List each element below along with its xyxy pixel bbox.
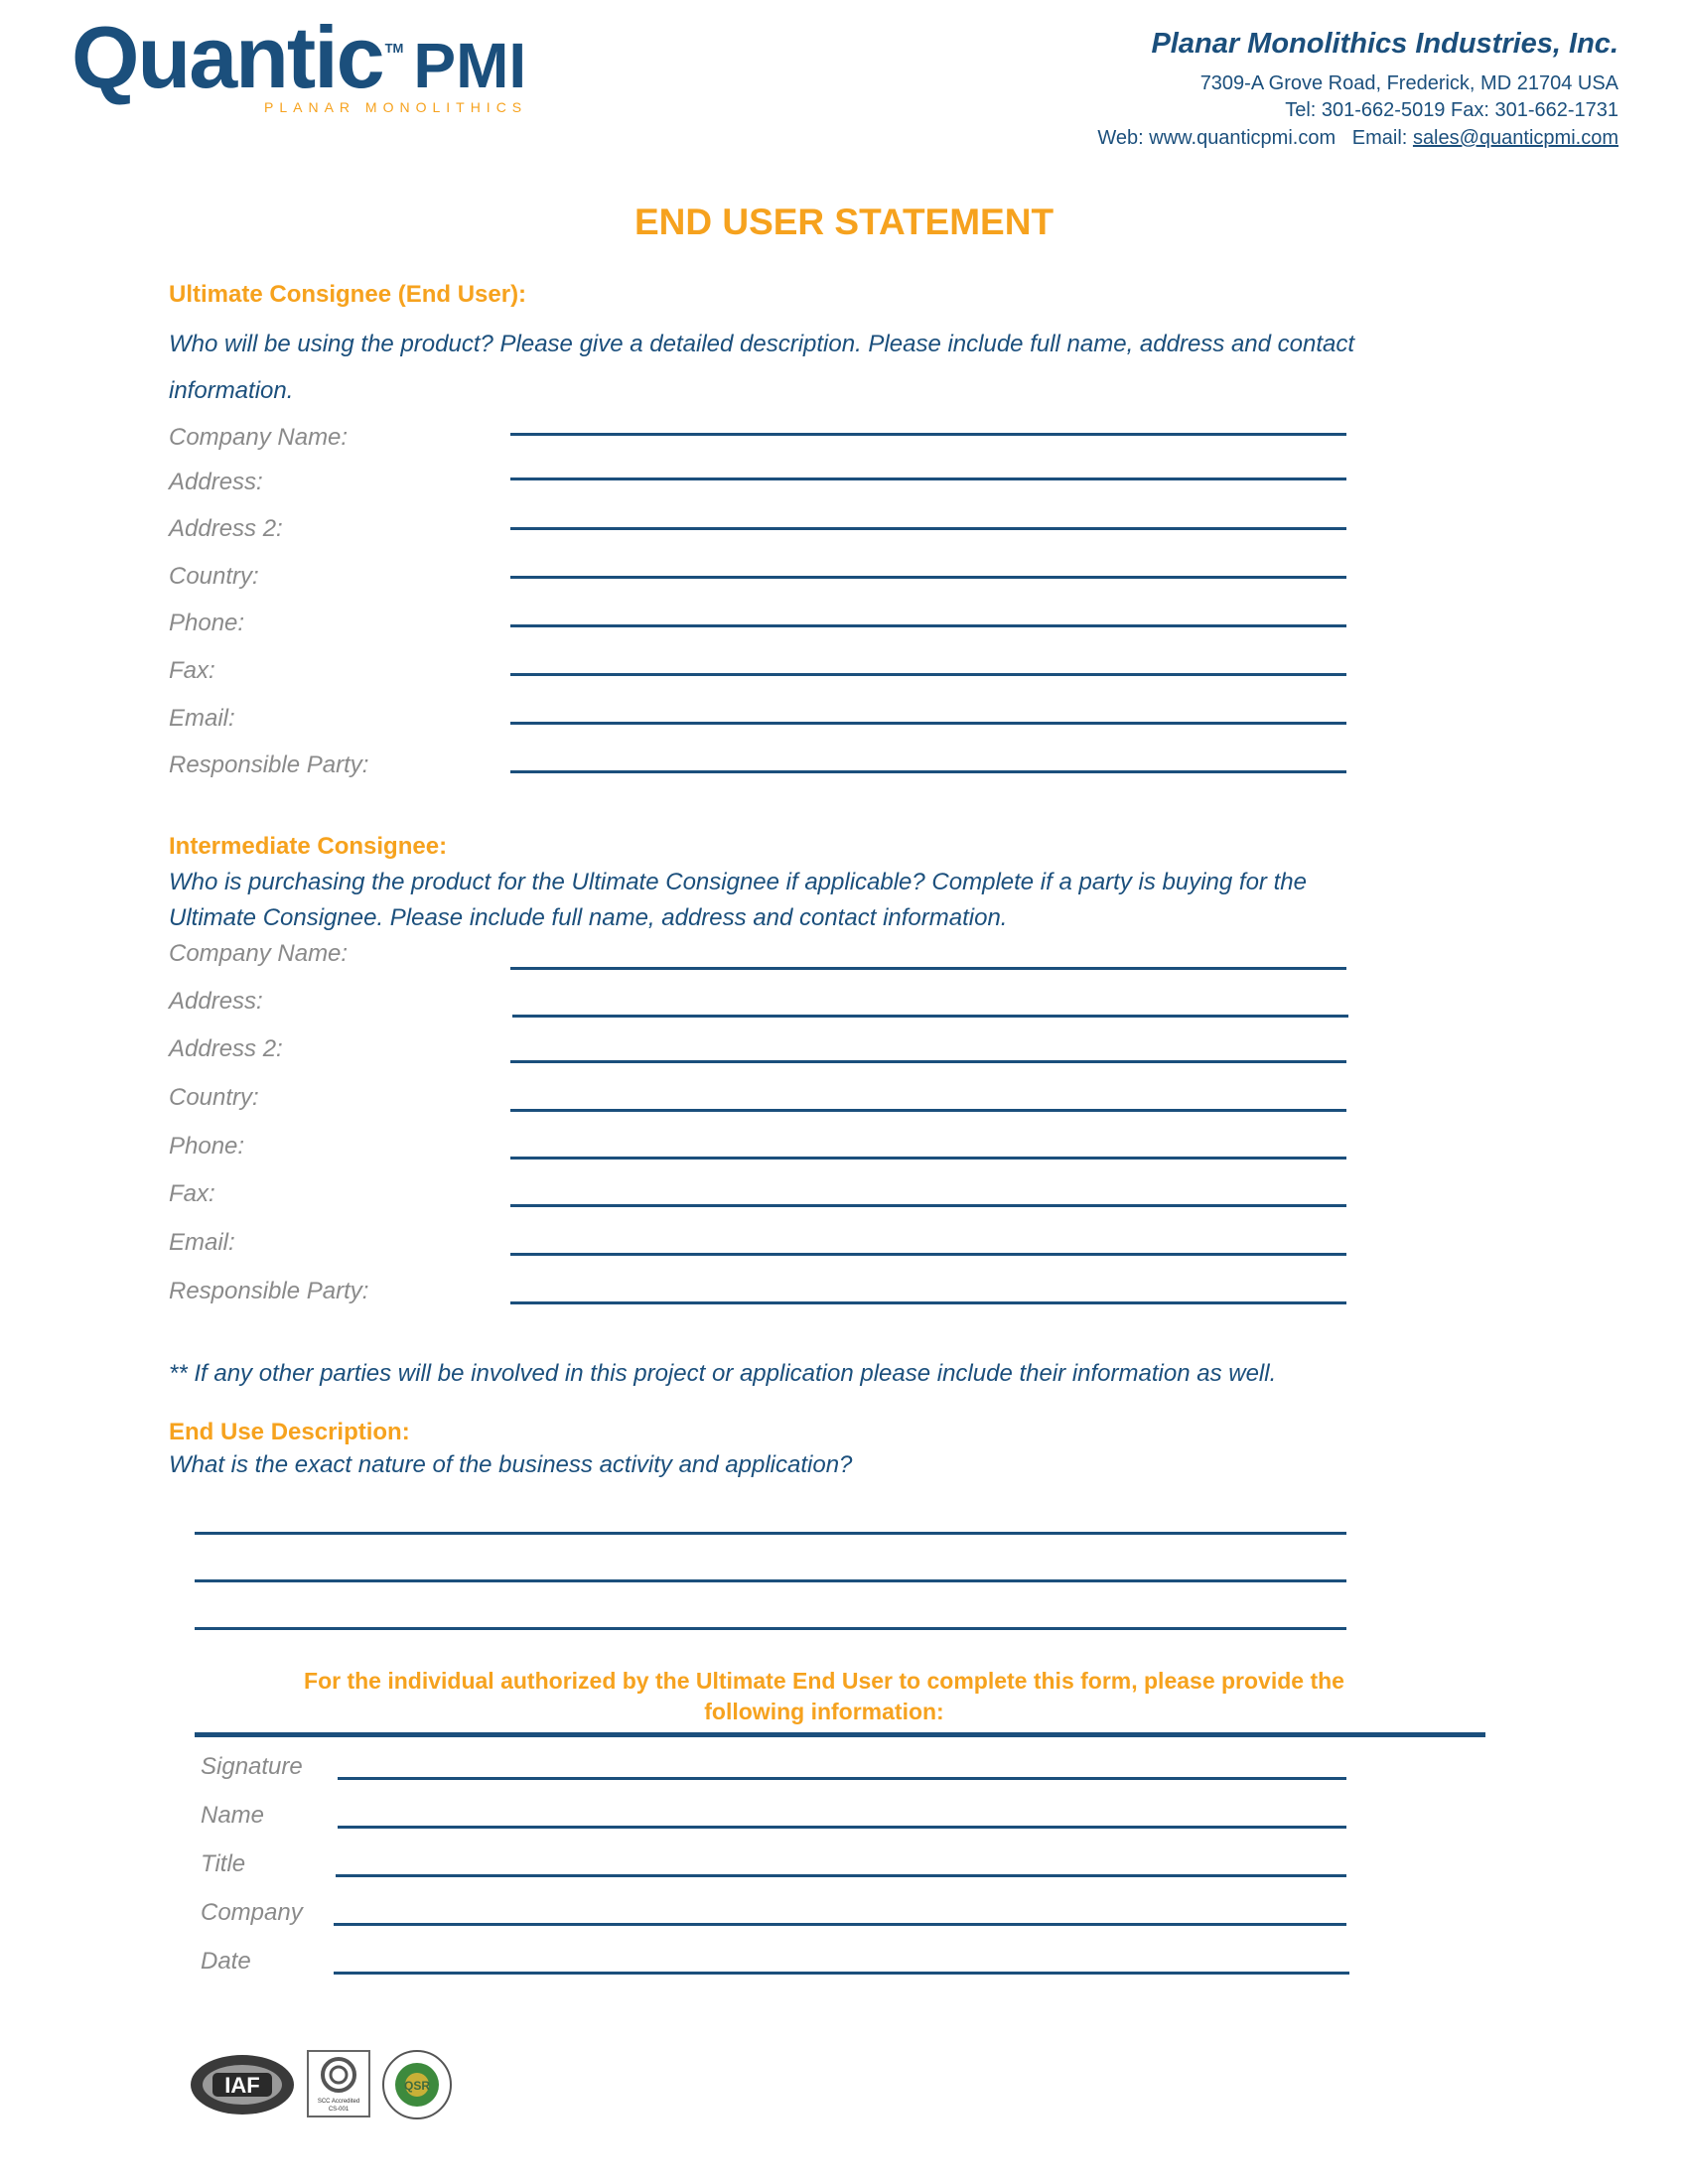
authorization-note [189, 1666, 1460, 1727]
ultimate-address-field[interactable] [510, 478, 1346, 480]
end-use-answer-line-1[interactable] [195, 1532, 1346, 1535]
intermediate-phone-label: Phone: [169, 1133, 245, 1160]
ultimate-address-label: Address: [169, 469, 263, 495]
company-address: 7309-A Grove Road, Frederick, MD 21704 USA [1199, 72, 1618, 94]
company-field[interactable] [334, 1923, 1346, 1926]
ultimate-country-field[interactable] [510, 576, 1346, 579]
ultimate-consignee-heading: Ultimate Consignee (End User): [169, 281, 527, 308]
company-phone-fax: Tel: 301-662-5019 Fax: 301-662-1731 [1285, 99, 1618, 121]
intermediate-desc-line2: Ultimate Consignee. Please include full name, address and contact information. [169, 904, 1008, 931]
title-field[interactable] [336, 1874, 1346, 1877]
intermediate-fax-label: Fax: [169, 1180, 215, 1207]
ultimate-fax-field[interactable] [510, 673, 1346, 676]
ultimate-email-label: Email: [169, 705, 235, 732]
intermediate-address2-label: Address 2: [169, 1035, 283, 1062]
ultimate-responsible-party-field[interactable] [510, 770, 1346, 773]
company-web-email [1097, 127, 1618, 150]
scc-badge-text: SCC Accredited [317, 2099, 360, 2105]
intermediate-address-field[interactable] [512, 1015, 1348, 1018]
intermediate-fax-field[interactable] [510, 1204, 1346, 1207]
company-web: Web: www.quanticpmi.com [1097, 127, 1336, 149]
logo-subtitle: PLANAR MONOLITHICS [264, 99, 528, 115]
intermediate-address2-field[interactable] [510, 1060, 1346, 1063]
ultimate-fax-label: Fax: [169, 657, 215, 684]
date-label: Date [201, 1948, 251, 1975]
ultimate-desc-line1: Who will be using the product? Please give a detailed description. Please include full name, address and contact [169, 331, 1355, 357]
intermediate-country-field[interactable] [510, 1109, 1346, 1112]
iaf-badge-text: IAF [224, 2073, 260, 2098]
ultimate-company-name-label: Company Name: [169, 424, 349, 451]
logo-text: Quantic [71, 8, 383, 106]
iaf-badge-icon [189, 2053, 296, 2116]
signature-label: Signature [201, 1753, 303, 1780]
ultimate-phone-field[interactable] [510, 624, 1346, 627]
signature-field[interactable] [338, 1777, 1346, 1780]
email-label: Email: [1351, 127, 1408, 149]
qsr-badge-icon [381, 2049, 453, 2120]
ultimate-desc-line2: information. [169, 377, 294, 404]
authorization-divider [195, 1732, 1485, 1737]
other-parties-note: ** If any other parties will be involved in this project or application please include their information as well. [169, 1360, 1277, 1387]
intermediate-consignee-heading: Intermediate Consignee: [169, 833, 448, 860]
intermediate-email-label: Email: [169, 1229, 235, 1256]
ultimate-responsible-party-label: Responsible Party: [169, 751, 369, 778]
intermediate-email-field[interactable] [510, 1253, 1346, 1256]
ultimate-company-name-field[interactable] [510, 433, 1346, 436]
intermediate-desc-line1: Who is purchasing the product for the Ultimate Consignee if applicable? Complete if a party is buying for the [169, 869, 1307, 895]
ultimate-address2-label: Address 2: [169, 515, 283, 542]
page-title: END USER STATEMENT [633, 202, 1055, 242]
company-logo [71, 8, 527, 106]
logo-trademark: TM [384, 41, 404, 56]
company-name: Planar Monolithics Industries, Inc. [1151, 28, 1618, 60]
name-label: Name [201, 1802, 265, 1829]
title-label: Title [201, 1850, 246, 1877]
intermediate-phone-field[interactable] [510, 1157, 1346, 1160]
ultimate-email-field[interactable] [510, 722, 1346, 725]
intermediate-company-name-field[interactable] [510, 967, 1346, 970]
scc-badge-code: CS-001 [328, 2107, 350, 2113]
name-field[interactable] [338, 1826, 1346, 1829]
date-field[interactable] [334, 1972, 1349, 1975]
authorization-note-line2: following information: [704, 1699, 944, 1724]
logo-pmi-text: PMI [413, 30, 527, 101]
company-label: Company [201, 1899, 303, 1926]
scc-badge-icon [306, 2049, 371, 2118]
end-use-answer-line-3[interactable] [195, 1627, 1346, 1630]
ultimate-country-label: Country: [169, 563, 259, 590]
email-link[interactable]: sales@quanticpmi.com [1412, 127, 1618, 149]
intermediate-responsible-party-field[interactable] [510, 1301, 1346, 1304]
end-use-question: What is the exact nature of the business activity and application? [169, 1451, 853, 1478]
intermediate-responsible-party-label: Responsible Party: [169, 1278, 369, 1304]
ultimate-address2-field[interactable] [510, 527, 1346, 530]
ultimate-phone-label: Phone: [169, 610, 245, 636]
end-use-heading: End Use Description: [169, 1419, 410, 1445]
intermediate-country-label: Country: [169, 1084, 259, 1111]
end-use-answer-line-2[interactable] [195, 1579, 1346, 1582]
authorization-note-line1: For the individual authorized by the Ultimate End User to complete this form, please provide the [304, 1668, 1344, 1694]
intermediate-company-name-label: Company Name: [169, 940, 349, 967]
intermediate-address-label: Address: [169, 988, 263, 1015]
qsr-badge-text: QSR [403, 2079, 431, 2093]
